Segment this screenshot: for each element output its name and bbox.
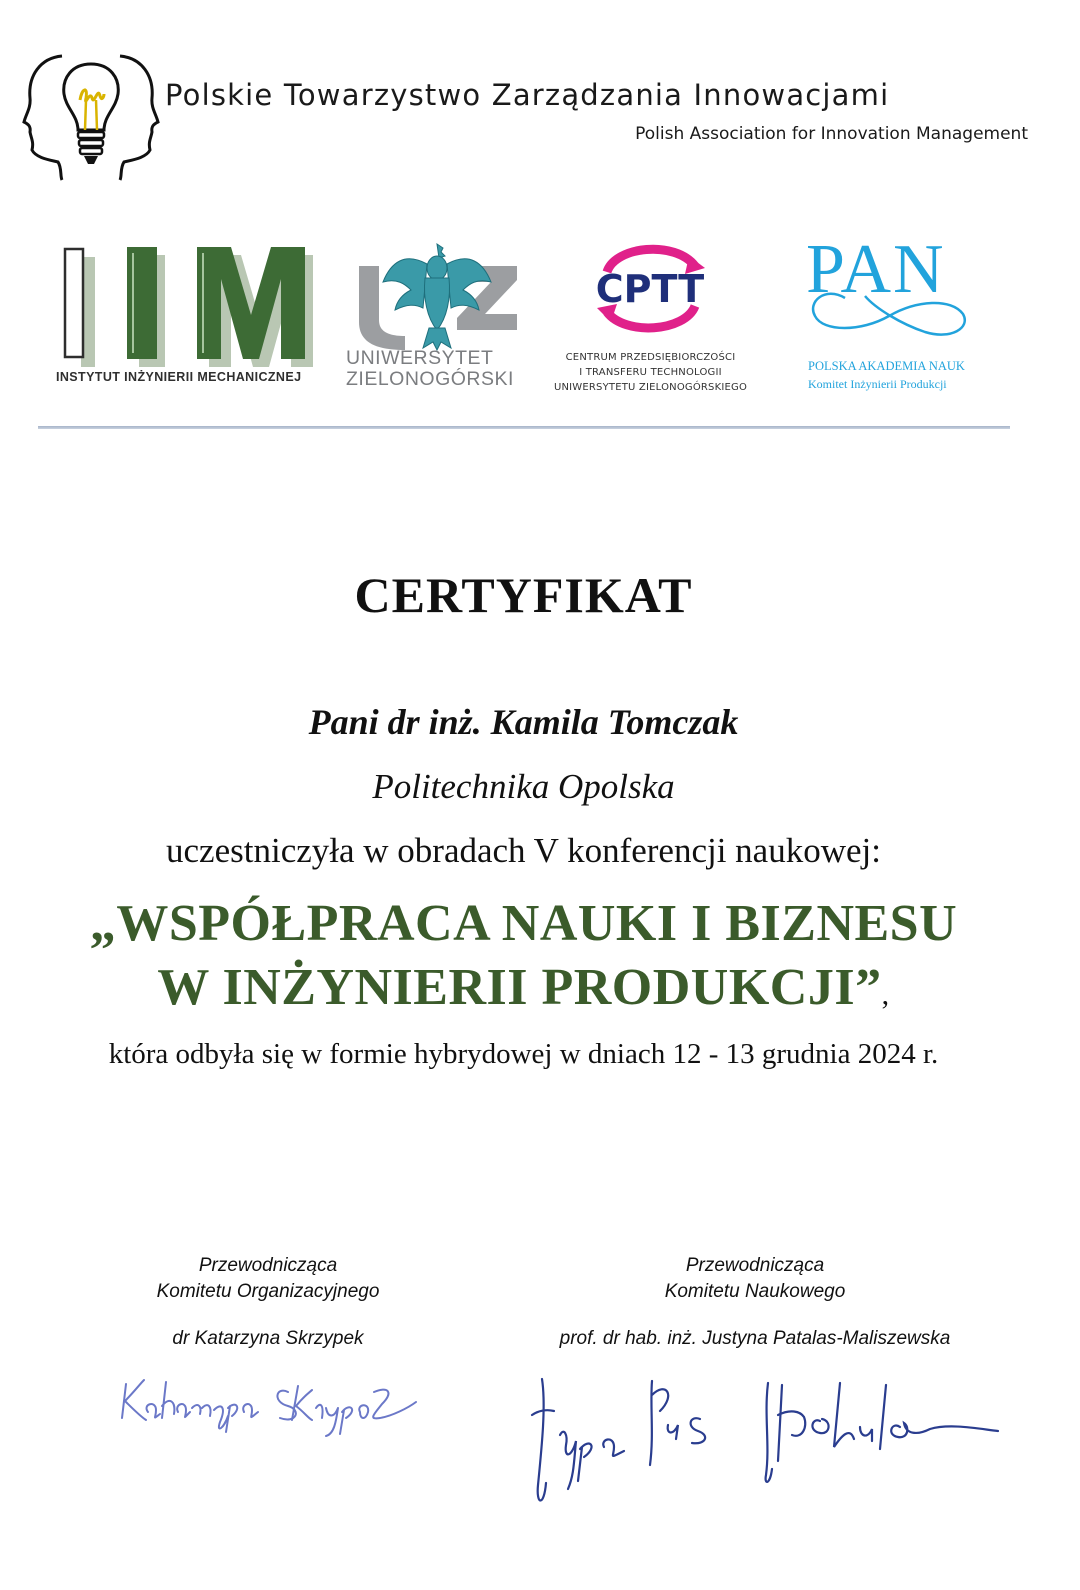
- right-signatory-role: [555, 1253, 955, 1305]
- pan-caption-line2: Komitet Inżynierii Produkcji: [808, 377, 947, 391]
- association-name: Polskie Towarzystwo Zarządzania Innowacjami: [165, 78, 890, 112]
- left-signatory-role: [118, 1253, 418, 1305]
- cptt-caption-line3: UNIWERSYTETU ZIELONOGÓRSKIEGO: [553, 382, 748, 393]
- cptt-caption-line2: I TRANSFERU TECHNOLOGII: [579, 367, 722, 378]
- event-info: która odbyła się w formie hybrydowej w dniach 12 - 13 grudnia 2024 r.: [108, 1038, 939, 1070]
- uz-name: [346, 348, 536, 390]
- recipient-institution: Politechnika Opolska: [372, 767, 675, 806]
- iim-logo: [55, 243, 325, 391]
- pan-logo-text: PAN: [806, 231, 946, 308]
- pan-caption: [808, 357, 983, 393]
- right-role-line1: Przewodnicząca: [685, 1255, 825, 1276]
- conference-title-line2: [0, 958, 1047, 1017]
- cptt-logo-text: CPTT: [595, 267, 705, 311]
- lightbulb-heads-icon: [22, 50, 160, 182]
- association-name-english: Polish Association for Innovation Management: [635, 124, 1028, 144]
- infinity-icon: [805, 236, 970, 356]
- eagle-icon: [345, 238, 535, 358]
- conference-title-comma: ,: [881, 978, 890, 1011]
- participation-text: uczestniczyła w obradach V konferencji naukowej:: [166, 831, 881, 870]
- left-role-line2: Komitetu Organizacyjnego: [156, 1281, 380, 1302]
- iim-caption: INSTYTUT INŻYNIERII MECHANICZNEJ: [56, 370, 302, 384]
- cptt-caption-line1: CENTRUM PRZEDSIĘBIORCZOŚCI: [565, 352, 736, 363]
- left-handwritten-signature: [112, 1362, 432, 1442]
- uz-name-line1: UNIWERSYTET: [346, 347, 494, 369]
- right-role-line2: Komitetu Naukowego: [664, 1281, 846, 1302]
- right-signatory-name: prof. dr hab. inż. Justyna Patalas-Maliszewska: [559, 1328, 951, 1349]
- right-handwritten-signature: [520, 1365, 1000, 1515]
- cptt-logo: [585, 238, 715, 338]
- cptt-caption: [548, 350, 753, 395]
- pan-caption-line1: POLSKA AKADEMIA NAUK: [808, 359, 965, 373]
- recipient-name: Pani dr inż. Kamila Tomczak: [308, 702, 739, 742]
- certificate-title: CERTYFIKAT: [354, 567, 693, 623]
- conference-title-line1: „WSPÓŁPRACA NAUKI I BIZNESU: [89, 895, 958, 952]
- header-divider: [38, 426, 1010, 429]
- uz-name-line2: ZIELONOGÓRSKI: [346, 368, 514, 390]
- left-signatory-name: dr Katarzyna Skrzypek: [172, 1328, 364, 1349]
- conference-title-line2-text: W INŻYNIERII PRODUKCJI”: [157, 959, 882, 1016]
- left-role-line1: Przewodnicząca: [198, 1255, 338, 1276]
